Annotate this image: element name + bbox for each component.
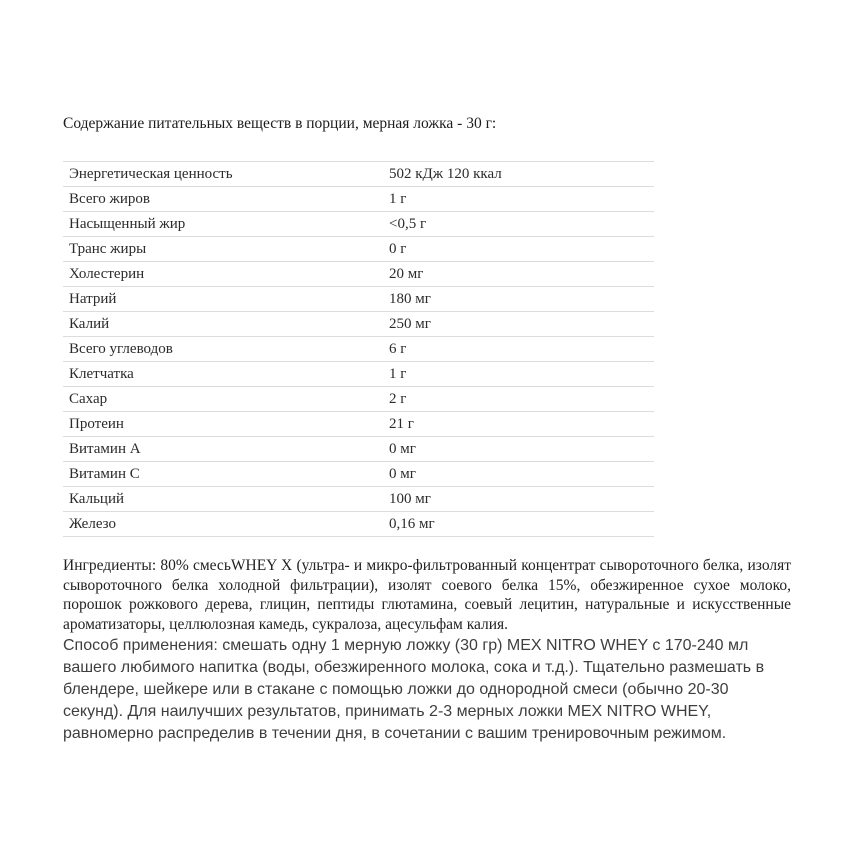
nutrient-value: 1 г	[383, 187, 654, 212]
nutrient-value: 502 кДж 120 ккал	[383, 162, 654, 187]
nutrient-name: Железо	[63, 512, 383, 537]
nutrition-table-row	[63, 187, 654, 212]
nutrition-table-row	[63, 287, 654, 312]
nutrition-table-row	[63, 437, 654, 462]
usage-instructions-paragraph: Способ применения: смешать одну 1 мерную ложку (30 гр) MEX NITRO WHEY с 170-240 мл вашего любимого напитка (воды, обезжиренного молока, сока и т.д.). Тщательно размешать в блендере, шейкере или в стакане с помощью ложки до однородной смеси (обычно 20-30 секунд). Для наилучших результатов, принимать 2-3 мерных ложки MEX NITRO WHEY, равномерно распределив в течении дня, в сочетании с вашим тренировочным режимом.	[63, 637, 765, 742]
nutrition-table-row	[63, 462, 654, 487]
nutrient-value: <0,5 г	[383, 212, 654, 237]
nutrition-table-row	[63, 412, 654, 437]
nutrient-name: Калий	[63, 312, 383, 337]
nutrition-table-row	[63, 512, 654, 537]
nutrient-name: Насыщенный жир	[63, 212, 383, 237]
nutrient-value: 0,16 мг	[383, 512, 654, 537]
nutrition-table-row	[63, 237, 654, 262]
nutrient-value: 0 мг	[383, 462, 654, 487]
nutrient-value: 250 мг	[383, 312, 654, 337]
nutrient-value: 20 мг	[383, 262, 654, 287]
nutrient-value: 6 г	[383, 337, 654, 362]
nutrition-table-row	[63, 362, 654, 387]
nutrient-name: Натрий	[63, 287, 383, 312]
nutrient-name: Кальций	[63, 487, 383, 512]
nutrient-value: 100 мг	[383, 487, 654, 512]
nutrient-name: Протеин	[63, 412, 383, 437]
nutrient-name: Всего жиров	[63, 187, 383, 212]
nutrient-value: 1 г	[383, 362, 654, 387]
nutrient-name: Транс жиры	[63, 237, 383, 262]
nutrient-name: Холестерин	[63, 262, 383, 287]
ingredients-paragraph: Ингредиенты: 80% смесьWHEY X (ультра- и микро-фильтрованный концентрат сывороточного белка, изолят сывороточного белка холодной фильтрации), изолят соевого белка 15%, обезжиренное сухое молоко, порошок рожкового дерева, глицин, пептиды глютамина, соевый лецитин, натуральные и искусственные ароматизаторы, целлюлозная камедь, сукралоза, ацесульфам калия.	[63, 557, 791, 633]
nutrient-value: 21 г	[383, 412, 654, 437]
nutrient-value: 180 мг	[383, 287, 654, 312]
nutrient-name: Сахар	[63, 387, 383, 412]
nutrition-table-row	[63, 162, 654, 187]
nutrient-name: Витамин С	[63, 462, 383, 487]
nutrient-value: 0 мг	[383, 437, 654, 462]
serving-title: Содержание питательных веществ в порции, мерная ложка - 30 г:	[63, 115, 497, 132]
nutrition-table-body	[63, 162, 654, 537]
nutrient-name: Клетчатка	[63, 362, 383, 387]
nutrient-name: Витамин А	[63, 437, 383, 462]
nutrient-name: Энергетическая ценность	[63, 162, 383, 187]
nutrition-table-row	[63, 212, 654, 237]
nutrition-table-row	[63, 487, 654, 512]
nutrition-table-row	[63, 337, 654, 362]
nutrient-value: 2 г	[383, 387, 654, 412]
nutrient-value: 0 г	[383, 237, 654, 262]
nutrition-table-row	[63, 387, 654, 412]
nutrition-table-row	[63, 312, 654, 337]
page-content	[63, 115, 791, 745]
nutrient-name: Всего углеводов	[63, 337, 383, 362]
nutrition-table-row	[63, 262, 654, 287]
nutrition-table	[63, 161, 654, 537]
